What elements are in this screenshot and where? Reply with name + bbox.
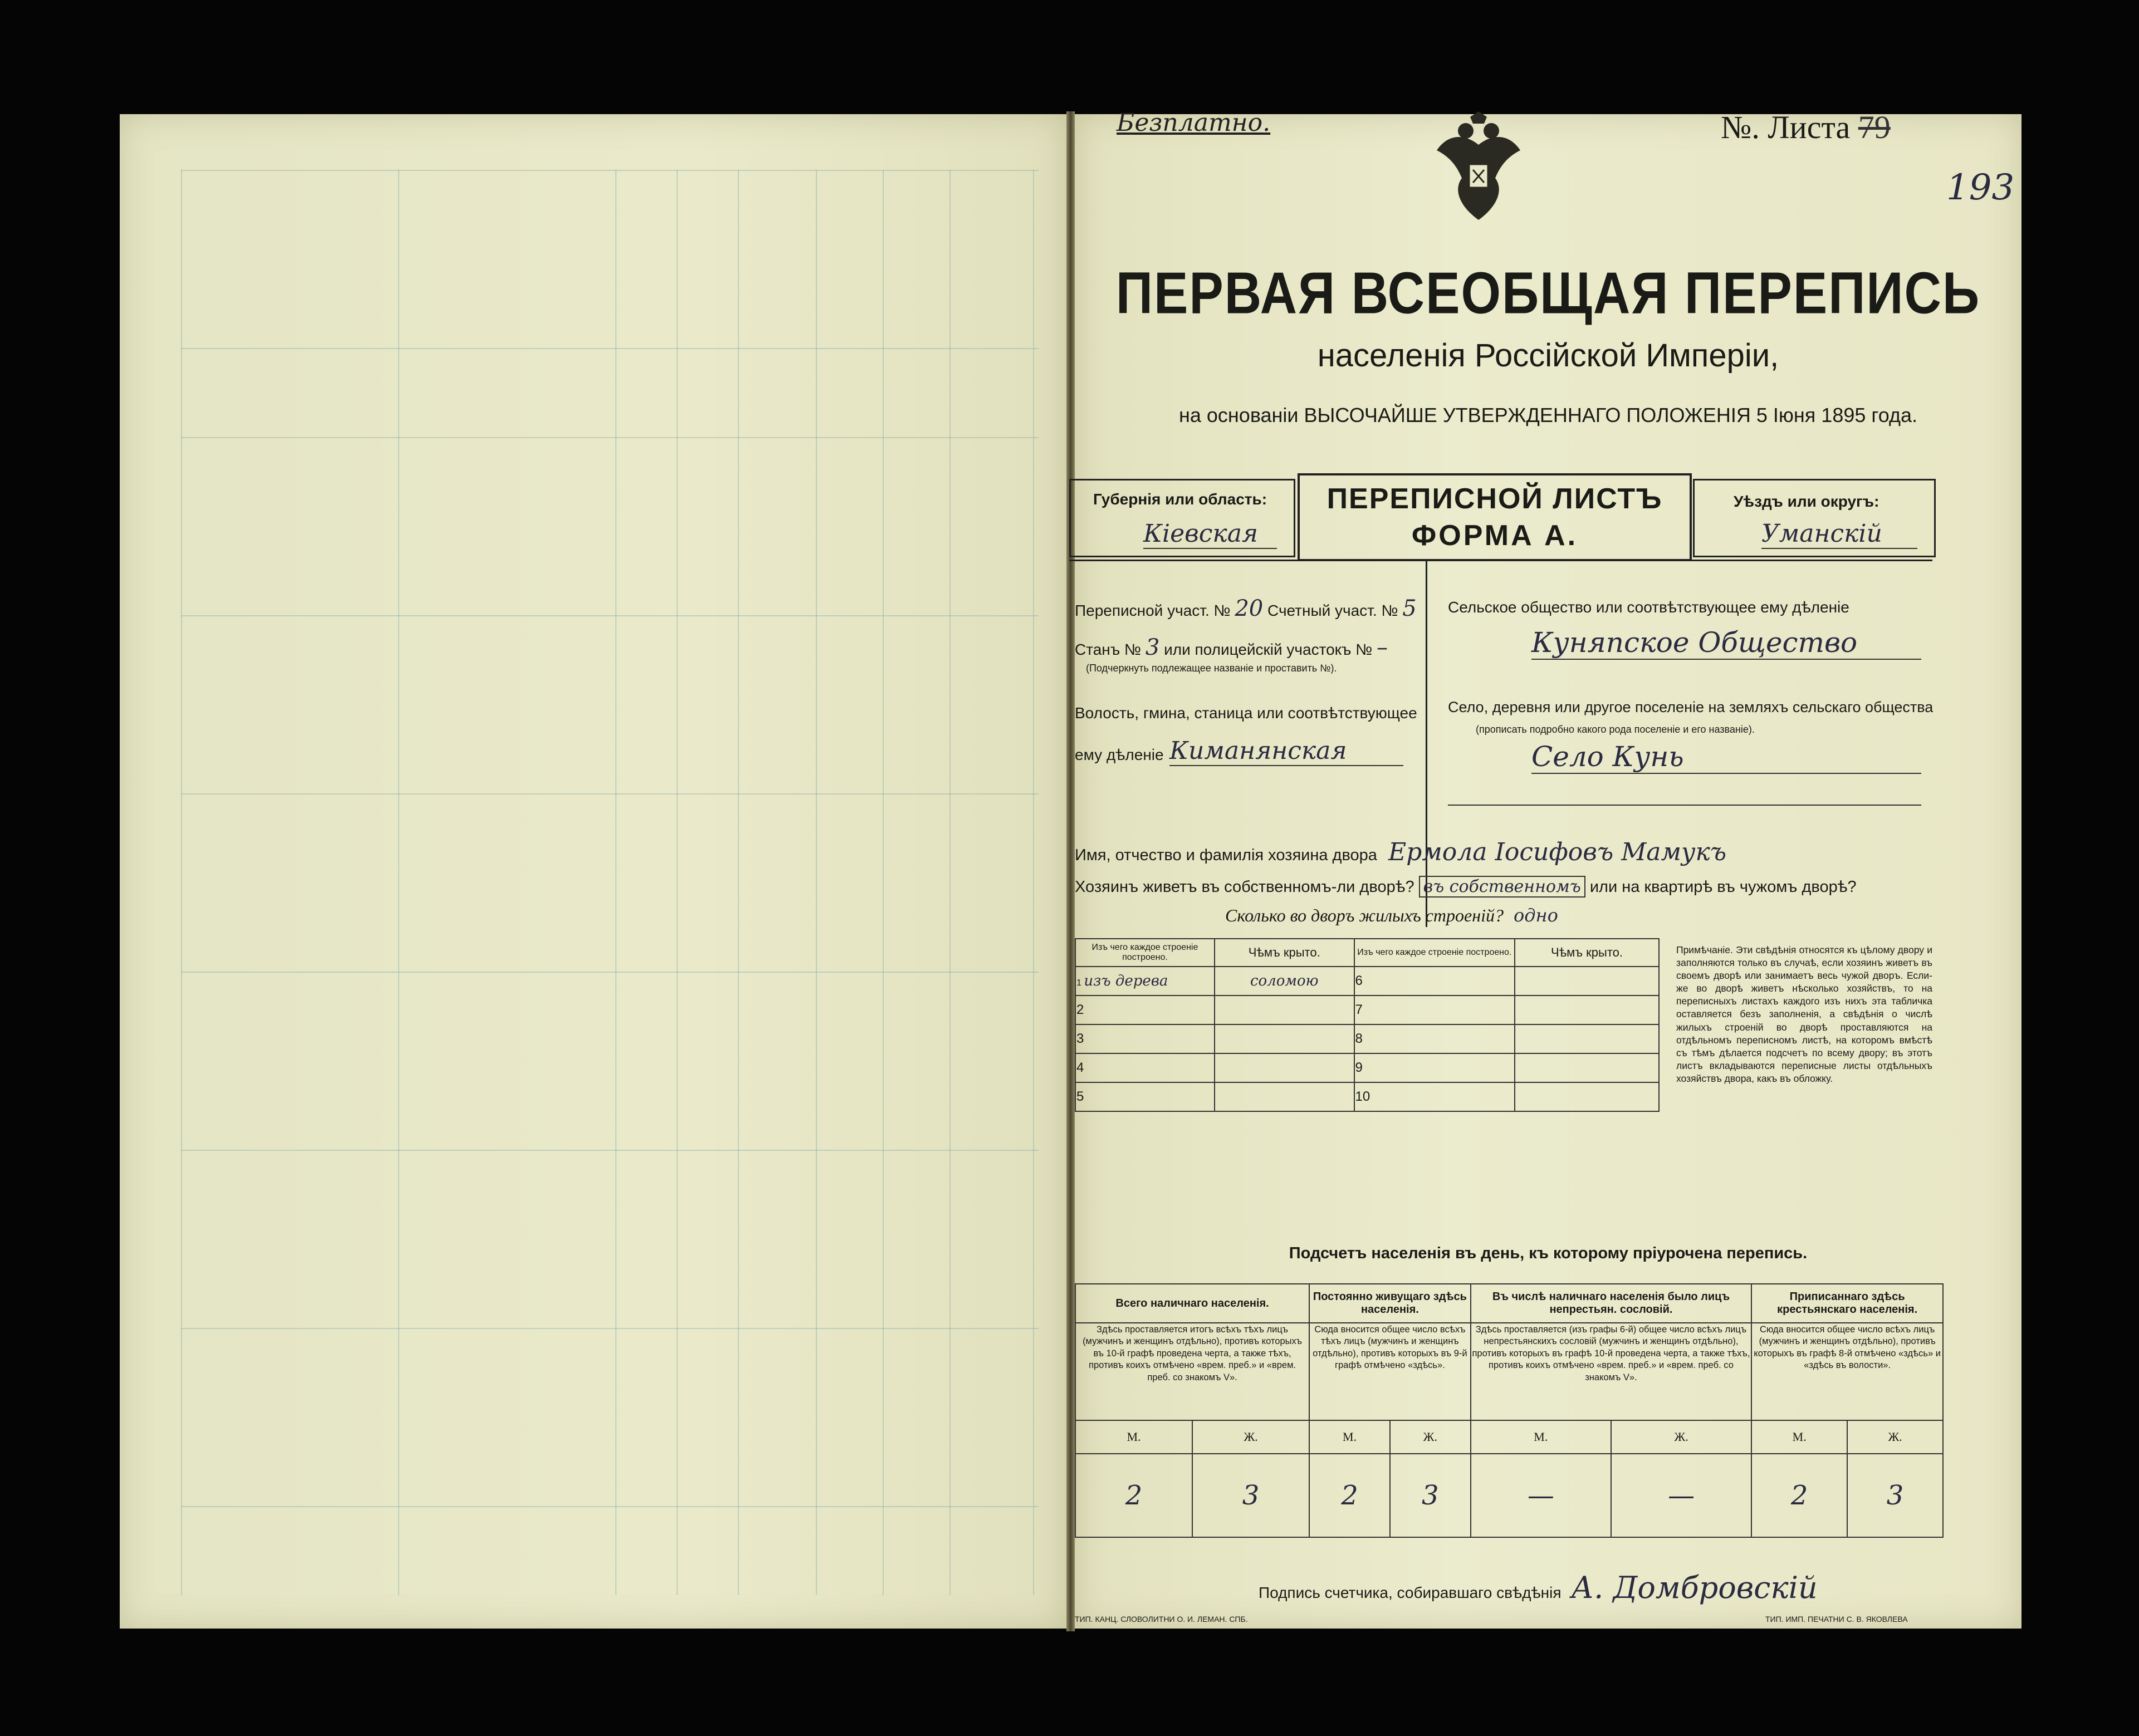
owner-name-line — [1075, 838, 1726, 866]
row-number: 3 — [1075, 1024, 1215, 1053]
count-zh: 3 — [1192, 1454, 1309, 1537]
printer-right: ТИП. ИМП. ПЕЧАТНИ С. В. ЯКОВЛЕВА — [1765, 1615, 1908, 1624]
grid-line — [181, 615, 1039, 616]
row-number: 7 — [1354, 995, 1515, 1024]
printer-left: ТИП. КАНЦ. СЛОВОЛИТНИ О. И. ЛЕМАН. СПБ. — [1075, 1615, 1248, 1624]
uchastok-label: Переписной участ. № — [1075, 602, 1231, 619]
count-zh: 3 — [1390, 1454, 1471, 1537]
count-zh: — — [1611, 1454, 1751, 1537]
header-material-right: Изъ чего каждое строеніе построено. — [1354, 939, 1515, 967]
section-divider — [1069, 560, 1932, 561]
owner-name-label: Имя, отчество и фамилія хозяина двора — [1075, 846, 1377, 864]
buildings-value: одно — [1513, 905, 1558, 926]
stan-label: Станъ № — [1075, 641, 1142, 658]
gubernia-value: Кіевская — [1143, 519, 1277, 549]
selo-label: Село, деревня или другое поселеніе на земляхъ сельскаго общества — [1448, 699, 1934, 715]
signature-value: А. Домбровскій — [1571, 1570, 1818, 1605]
uezd-value: Уманскій — [1761, 519, 1917, 549]
gubernia-label: Губернія или область: — [1093, 491, 1267, 508]
owner-lives-label-2: или на квартирѣ въ чужомъ дворѣ? — [1589, 878, 1857, 896]
table-cell — [1515, 995, 1659, 1024]
imperial-eagle-emblem-icon — [1431, 111, 1526, 228]
owner-lives-value: въ собственномъ — [1419, 876, 1585, 898]
stan-value: 3 — [1145, 635, 1160, 660]
signature-label: Подпись счетчика, собиравшаго свѣдѣнія — [1259, 1584, 1562, 1601]
uchastok-line — [1075, 596, 1417, 621]
count-m: 2 — [1309, 1454, 1390, 1537]
building-roof: соломою — [1215, 967, 1354, 995]
zh-label: Ж. — [1390, 1420, 1471, 1454]
section-divider-vertical — [1426, 560, 1427, 927]
row-number: 8 — [1354, 1024, 1515, 1053]
sheet-number-label: №. Листа — [1721, 109, 1851, 145]
obshchestvo-label: Сельское общество или соотвѣтствующее ему дѣленіе — [1448, 599, 1849, 616]
m-label: М. — [1075, 1420, 1192, 1454]
group-desc: Сюда вносится общее число всѣхъ тѣхъ лицъ (мужчинъ и женщинъ отдѣльно), противъ которыхъ въ 9-й графѣ отмѣчено «здѣсь». — [1309, 1323, 1471, 1420]
schetny-label: Счетный участ. № — [1267, 602, 1398, 619]
row-number: 6 — [1354, 967, 1515, 995]
table-cell — [1515, 967, 1659, 995]
group-desc: Здѣсь проставляется (изъ графы 6-й) общее число всѣхъ лицъ непрестьянскихъ сословій (мужчинъ и женщинъ отдѣльно), противъ которыхъ въ графѣ 10-й проведена черта, а также тѣхъ, противъ коихъ отмѣчено «врем. преб.» и «врем. преб. со знакомъ V». — [1471, 1323, 1752, 1420]
selo-value: Село Кунь — [1531, 741, 1921, 774]
obshchestvo-value: Куняпское Общество — [1531, 626, 1921, 660]
row-number: 10 — [1354, 1082, 1515, 1111]
schetny-value: 5 — [1402, 596, 1417, 621]
volost-label-1: Волость, гмина, станица или соотвѣтствующее — [1075, 704, 1417, 722]
table-cell — [1215, 995, 1354, 1024]
left-page-blank-grid — [120, 114, 1066, 1629]
form-name: ФОРМА А. — [1411, 519, 1578, 552]
table-cell — [1075, 967, 1215, 995]
politseisky-value: – — [1377, 635, 1388, 660]
m-label: М. — [1471, 1420, 1611, 1454]
group-desc: Здѣсь проставляется итогъ всѣхъ тѣхъ лицъ (мужчинъ и женщинъ отдѣльно), противъ которыхъ въ 10-й графѣ проведена черта, а также тѣхъ, противъ коихъ отмѣчено «врем. преб.» и «врем. преб. со знакомъ V». — [1075, 1323, 1309, 1420]
population-table — [1075, 1283, 1944, 1538]
m-label: М. — [1309, 1420, 1390, 1454]
group-desc: Сюда вносится общее число всѣхъ лицъ (мужчинъ и женщинъ отдѣльно), противъ которыхъ въ графѣ 8-й отмѣчено «здѣсь» и «здѣсь въ волости». — [1751, 1323, 1943, 1420]
stan-line — [1075, 635, 1388, 660]
zh-label: Ж. — [1192, 1420, 1309, 1454]
buildings-label: Сколько во дворъ жилыхъ строеній? — [1225, 905, 1504, 925]
grid-line — [816, 170, 817, 1595]
header-roof-right: Чѣмъ крыто. — [1515, 939, 1659, 967]
owner-lives-line — [1075, 877, 1857, 896]
table-cell — [1215, 1053, 1354, 1082]
count-zh: 3 — [1847, 1454, 1943, 1537]
archive-page-number: 193 — [1946, 167, 2015, 208]
table-cell — [1215, 1082, 1354, 1111]
row-number: 2 — [1075, 995, 1215, 1024]
grid-line — [181, 1506, 1039, 1507]
group-title: Постоянно живущаго здѣсь населенія. — [1309, 1284, 1471, 1323]
free-of-charge-stamp: Безплатно. — [1117, 109, 1271, 137]
blank-line — [1448, 805, 1921, 806]
count-m: — — [1471, 1454, 1611, 1537]
header-material-left: Изъ чего каждое строеніе построено. — [1075, 939, 1215, 967]
underline-note: (Подчеркнуть подлежащее названіе и проставить №). — [1086, 663, 1337, 674]
grid-line — [181, 170, 1039, 171]
owner-lives-label: Хозяинъ живетъ въ собственномъ-ли дворѣ? — [1075, 878, 1414, 896]
grid-line — [181, 972, 1039, 973]
grid-line — [1033, 170, 1034, 1595]
buildings-note: Примѣчаніе. Эти свѣдѣнія относятся къ цѣлому двору и заполняются только въ случаѣ, если хозяинъ живетъ въ своемъ дворѣ или занимаетъ весь чужой дворъ. Если-же во дворѣ живетъ нѣсколько хозяйствъ, то на переписныхъ листахъ каждого изъ нихъ эта табличка оставляется безъ заполненія, а свѣдѣнія о числѣ жилыхъ строеній во дворѣ проставляются на отдѣльномъ переписномъ листѣ, на которомъ вмѣстѣ съ тѣмъ дѣлается подсчетъ по всему двору; въ этотъ листъ вкладываются переписные листы отдѣльныхъ хозяйствъ двора, какъ въ обложку. — [1676, 944, 1932, 1084]
zh-label: Ж. — [1611, 1420, 1751, 1454]
grid-line — [949, 170, 951, 1595]
count-m: 2 — [1075, 1454, 1192, 1537]
group-title: Приписаннаго здѣсь крестьянскаго населенія. — [1751, 1284, 1943, 1323]
uezd-box — [1693, 479, 1936, 557]
count-m: 2 — [1751, 1454, 1847, 1537]
m-label: М. — [1751, 1420, 1847, 1454]
document-subtitle: населенія Россійской Имперіи, — [1317, 337, 1779, 374]
group-title: Всего наличнаго населенія. — [1075, 1284, 1309, 1323]
row-number: 9 — [1354, 1053, 1515, 1082]
uchastok-value: 20 — [1235, 596, 1264, 621]
politseisky-label: или полицейскій участокъ № — [1164, 641, 1373, 658]
form-title: ПЕРЕПИСНОЙ ЛИСТЪ — [1327, 483, 1663, 515]
uezd-label: Уѣздъ или округъ: — [1734, 493, 1879, 510]
grid-line — [181, 348, 1039, 349]
grid-line — [738, 170, 739, 1595]
buildings-line — [1225, 905, 1558, 926]
book-spine — [1066, 111, 1075, 1631]
grid-line — [181, 1150, 1039, 1151]
sheet-number — [1721, 109, 1891, 146]
selo-note: (прописать подробно какого рода поселеніе и его названіе). — [1476, 724, 1755, 735]
population-heading: Подсчетъ населенія въ день, къ которому пріурочена перепись. — [1289, 1244, 1808, 1262]
building-material: изъ дерева — [1084, 973, 1168, 989]
document-title: ПЕРВАЯ ВСЕОБЩАЯ ПЕРЕПИСЬ — [1115, 261, 1981, 326]
gubernia-box — [1069, 479, 1295, 557]
zh-label: Ж. — [1847, 1420, 1943, 1454]
volost-value: Киманянская — [1169, 737, 1403, 766]
row-number: 1 — [1076, 978, 1081, 988]
buildings-table — [1075, 938, 1660, 1112]
owner-name-value: Ермола Іосифовъ Мамукъ — [1388, 838, 1727, 866]
grid-line — [181, 170, 182, 1595]
grid-line — [181, 793, 1039, 795]
table-cell — [1515, 1082, 1659, 1111]
header-roof-left: Чѣмъ крыто. — [1215, 939, 1354, 967]
grid-line — [181, 1328, 1039, 1329]
table-cell — [1515, 1053, 1659, 1082]
group-title: Въ числѣ наличнаго населенія было лицъ непрестьян. сословій. — [1471, 1284, 1752, 1323]
sheet-number-value: 79 — [1858, 109, 1891, 145]
signature-line — [1259, 1570, 1818, 1605]
row-number: 4 — [1075, 1053, 1215, 1082]
grid-line — [677, 170, 678, 1595]
row-number: 5 — [1075, 1082, 1215, 1111]
census-form-page — [1075, 109, 2021, 1629]
form-title-box — [1298, 473, 1692, 561]
document-basis: на основаніи ВЫСОЧАЙШЕ УТВЕРЖДЕННАГО ПОЛОЖЕНІЯ 5 Іюня 1895 года. — [1178, 404, 1917, 426]
grid-line — [615, 170, 616, 1595]
grid-line — [398, 170, 399, 1595]
volost-label-2: ему дѣленіе — [1075, 746, 1164, 763]
grid-line — [181, 437, 1039, 438]
table-cell — [1215, 1024, 1354, 1053]
table-cell — [1515, 1024, 1659, 1053]
grid-line — [883, 170, 884, 1595]
